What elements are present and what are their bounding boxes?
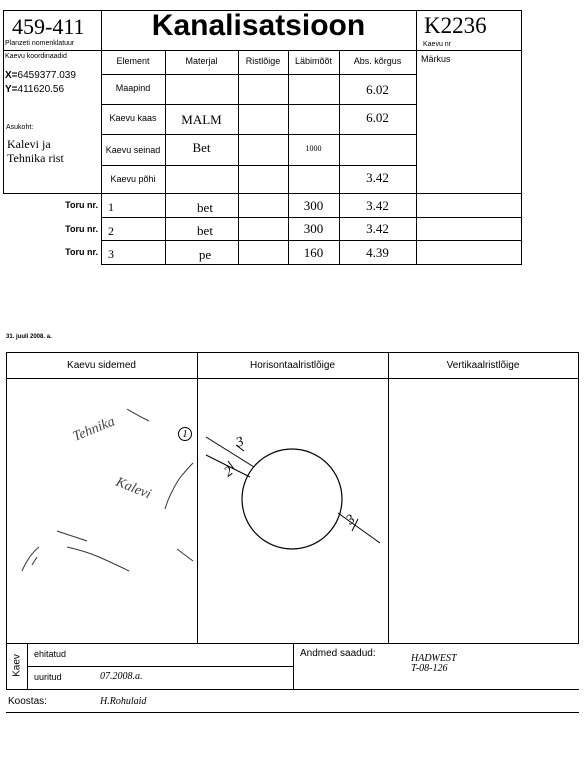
pipe-diameter: 300 xyxy=(303,221,324,236)
coord-x-value: 6459377.039 xyxy=(17,70,76,81)
location-label: Asukoht: xyxy=(6,124,34,131)
pipe-label: Toru nr. xyxy=(65,224,98,234)
nomenclature-label: Planzeti nomenklatuur xyxy=(5,40,75,47)
horizontal-section-sketch xyxy=(198,379,388,643)
built-label: ehitatud xyxy=(34,649,67,659)
drawing-header-horizontal: Horisontaalristlõige xyxy=(249,360,336,371)
date-line: 31. juuli 2008. a. xyxy=(6,334,52,340)
well-circle xyxy=(242,449,342,549)
col-header-diameter: Läbimõõt xyxy=(294,56,333,66)
pipe-height: 4.39 xyxy=(366,245,389,260)
location-line2: Tehnika rist xyxy=(7,151,64,165)
surveyed-value: 07.2008.a. xyxy=(100,671,143,682)
data-from-label: Andmed saadud: xyxy=(300,648,376,659)
row-height: 6.02 xyxy=(366,82,389,97)
pipe-mark-3b: 3 xyxy=(343,511,359,529)
coords-label: Kaevu koordinaadid xyxy=(5,53,67,60)
well-id: K2236 xyxy=(424,13,487,38)
sketch-street-kalevi: Kalevi xyxy=(113,474,154,503)
pipe-height: 3.42 xyxy=(366,221,389,236)
pipe-nr: 3 xyxy=(108,247,114,261)
pipe-mark-1: 1 xyxy=(182,428,188,440)
location-line1: Kalevi ja xyxy=(7,137,51,151)
side-label: Kaev xyxy=(11,654,23,677)
pipe-nr: 2 xyxy=(108,224,114,238)
pipe-label: Toru nr. xyxy=(65,200,98,210)
row-element: Kaevu põhi xyxy=(110,174,156,184)
well-id-label: Kaevu nr xyxy=(423,41,452,48)
pipe-label: Toru nr. xyxy=(65,247,98,257)
compiled-label: Koostas: xyxy=(8,696,47,707)
ties-sketch xyxy=(7,379,197,643)
coord-y-prefix: Y= xyxy=(5,84,18,95)
pipe-mark-3a: 3 xyxy=(234,434,246,451)
coord-y-value: 411620.56 xyxy=(17,84,65,95)
row-height: 6.02 xyxy=(366,110,389,125)
row-diameter: 1000 xyxy=(305,144,322,153)
col-header-remarks: Märkus xyxy=(421,54,451,64)
col-header-element: Element xyxy=(116,56,150,66)
row-element: Kaevu seinad xyxy=(105,145,161,155)
pipe-material: bet xyxy=(197,223,213,238)
pipe-nr: 1 xyxy=(108,200,114,214)
nomenclature-value: 459-411 xyxy=(12,14,85,39)
row-element: Maapind xyxy=(115,83,151,93)
row-material: MALM xyxy=(181,112,222,127)
coord-x xyxy=(5,70,76,81)
coord-x-prefix: X= xyxy=(5,70,18,81)
coord-y xyxy=(5,84,64,95)
data-from-line1: HADWEST xyxy=(411,653,457,664)
pipe-material: bet xyxy=(197,200,213,215)
col-header-height: Abs. kõrgus xyxy=(353,56,402,66)
surveyed-label: uuritud xyxy=(34,672,62,682)
row-element: Kaevu kaas xyxy=(109,113,157,123)
row-material: Bet xyxy=(192,140,211,155)
col-header-material: Materjal xyxy=(185,56,218,66)
pipe-mark-2: 2 xyxy=(221,463,237,481)
row-height: 3.42 xyxy=(366,170,389,185)
drawing-header-ties: Kaevu sidemed xyxy=(67,360,136,371)
sketch-street-tehnika: Tehnika xyxy=(70,414,118,445)
pipe-diameter: 300 xyxy=(303,198,324,213)
drawing-header-vertical: Vertikaalristlõige xyxy=(446,360,520,371)
pipe-diameter: 160 xyxy=(303,245,324,260)
data-from-line2: T-08-126 xyxy=(411,663,448,674)
form-title: Kanalisatsioon xyxy=(151,9,366,42)
pipe-material: pe xyxy=(198,247,212,262)
pipe-height: 3.42 xyxy=(366,198,389,213)
col-header-section: Ristlõige xyxy=(245,56,281,66)
compiled-value: H.Rohulaid xyxy=(100,696,147,707)
